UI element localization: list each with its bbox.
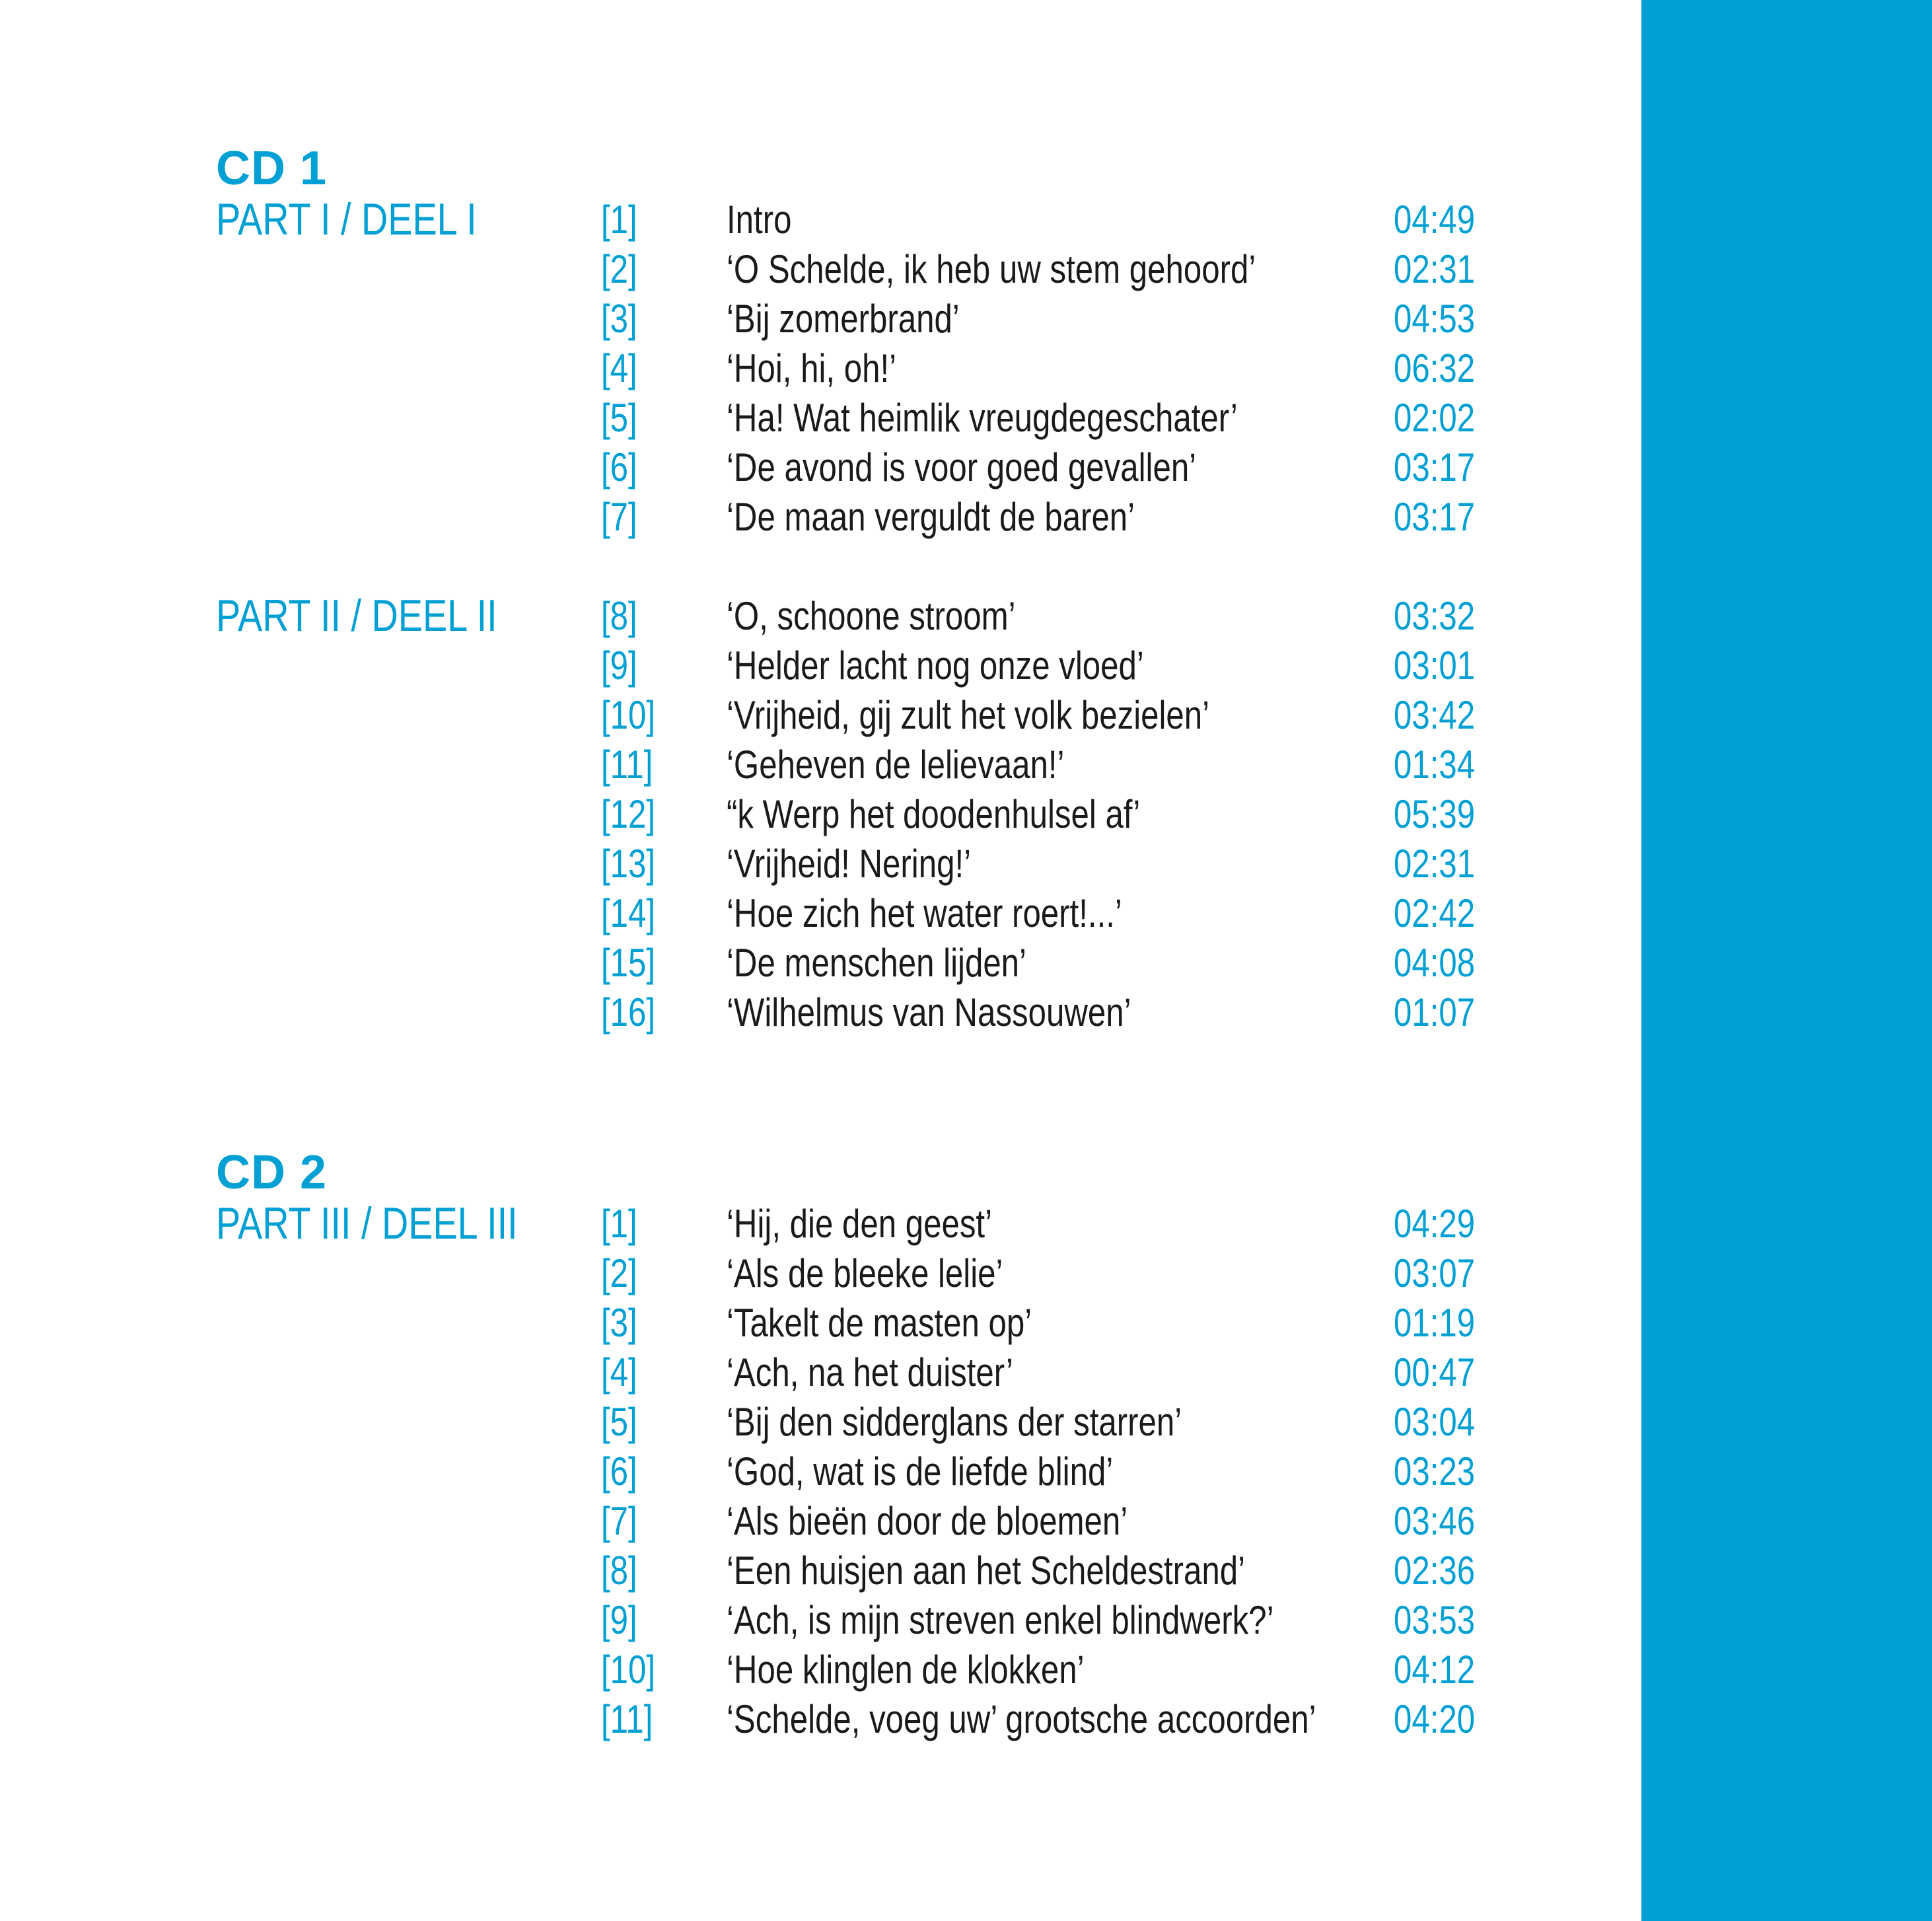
track-row	[601, 641, 1526, 690]
cd-1-section	[216, 142, 1537, 1037]
cd-title: CD 2	[216, 1146, 328, 1199]
track-row	[601, 1546, 1526, 1595]
track-row	[601, 1447, 1526, 1496]
track-row	[601, 294, 1526, 344]
track-duration: 03:17	[1394, 445, 1476, 489]
track-title: “k Werp het doodenhulsel af’	[727, 792, 1141, 836]
track-number: [16]	[601, 990, 656, 1034]
track-row	[601, 1694, 1526, 1744]
track-title: ‘Ha! Wat heimlik vreugdegeschater’	[727, 396, 1238, 440]
track-duration: 03:46	[1394, 1499, 1476, 1543]
track-number: [7]	[601, 495, 637, 539]
track-duration: 03:01	[1394, 643, 1476, 688]
track-title: ‘Een huisjen aan het Scheldestrand’	[727, 1548, 1246, 1593]
track-number: [4]	[601, 1350, 637, 1395]
track-row	[601, 344, 1526, 393]
tracklist	[216, 142, 1537, 1744]
track-row	[601, 1397, 1526, 1447]
track-list	[601, 195, 1526, 542]
part-2	[216, 591, 1537, 1037]
track-duration: 03:07	[1394, 1251, 1476, 1295]
track-row	[601, 839, 1526, 888]
track-duration: 02:36	[1394, 1548, 1476, 1593]
track-number: [5]	[601, 1400, 637, 1444]
track-duration: 01:07	[1394, 990, 1476, 1034]
part-label: PART III / DEEL III	[216, 1198, 518, 1249]
track-title: ‘Als bieën door de bloemen’	[727, 1499, 1128, 1543]
track-row	[601, 888, 1526, 938]
track-duration: 03:04	[1394, 1400, 1476, 1444]
track-number: [8]	[601, 594, 637, 638]
track-number: [12]	[601, 792, 656, 836]
track-duration: 03:32	[1394, 594, 1476, 638]
track-duration: 03:53	[1394, 1598, 1476, 1642]
track-row	[601, 393, 1526, 443]
track-number: [15]	[601, 941, 656, 985]
track-title: ‘Schelde, voeg uw’ grootsche accoorden’	[727, 1697, 1316, 1741]
track-row	[601, 1298, 1526, 1348]
track-number: [10]	[601, 693, 656, 737]
track-row	[601, 591, 1526, 641]
track-duration: 02:31	[1394, 842, 1476, 886]
track-number: [3]	[601, 297, 637, 341]
track-row	[601, 1496, 1526, 1546]
track-title: ‘De maan verguldt de baren’	[727, 495, 1135, 539]
track-row	[601, 1595, 1526, 1645]
track-title: ‘Als de bleeke lelie’	[727, 1251, 1003, 1295]
cd-title: CD 1	[216, 142, 328, 195]
track-number: [13]	[601, 842, 656, 886]
track-duration: 04:12	[1394, 1648, 1476, 1692]
track-list	[601, 1199, 1526, 1744]
track-title: ‘De menschen lijden’	[727, 941, 1026, 985]
track-number: [8]	[601, 1548, 637, 1593]
track-title: ‘Wilhelmus van Nassouwen’	[727, 990, 1131, 1034]
track-title: ‘Vrijheid, gij zult het volk bezielen’	[727, 693, 1210, 737]
track-number: [9]	[601, 643, 637, 688]
track-title: ‘Takelt de masten op’	[727, 1301, 1032, 1345]
track-number: [10]	[601, 1648, 656, 1692]
track-title: Intro	[727, 198, 792, 242]
track-number: [4]	[601, 346, 637, 390]
track-duration: 02:02	[1394, 396, 1476, 440]
track-title: ‘Ach, is mijn streven enkel blindwerk?’	[727, 1598, 1274, 1642]
track-title: ‘God, wat is de liefde blind’	[727, 1449, 1114, 1494]
track-duration: 04:49	[1394, 198, 1476, 242]
side-color-bar	[1641, 0, 1932, 1921]
track-row	[601, 1348, 1526, 1397]
track-duration: 04:53	[1394, 297, 1476, 341]
track-title: ‘Bij zomerbrand’	[727, 297, 960, 341]
track-duration: 04:20	[1394, 1697, 1476, 1741]
track-number: [9]	[601, 1598, 637, 1642]
track-number: [5]	[601, 396, 637, 440]
track-number: [2]	[601, 247, 637, 291]
track-title: ‘O, schoone stroom’	[727, 594, 1016, 638]
track-duration: 02:42	[1394, 891, 1476, 935]
track-duration: 01:19	[1394, 1301, 1476, 1345]
part-3	[216, 1199, 1537, 1744]
track-title: ‘Hoi, hi, oh!’	[727, 346, 897, 390]
track-title: ‘Bij den sidderglans der starren’	[727, 1400, 1182, 1444]
track-number: [6]	[601, 445, 637, 489]
track-number: [3]	[601, 1301, 637, 1345]
track-number: [1]	[601, 1202, 637, 1246]
track-duration: 05:39	[1394, 792, 1476, 836]
track-duration: 04:08	[1394, 941, 1476, 985]
track-row	[601, 244, 1526, 294]
part-label: PART I / DEEL I	[216, 194, 477, 244]
track-row	[601, 195, 1526, 244]
track-row	[601, 1249, 1526, 1298]
track-number: [11]	[601, 1697, 653, 1741]
track-row	[601, 740, 1526, 789]
track-title: ‘Geheven de lelievaan!’	[727, 743, 1065, 787]
track-title: ‘Vrijheid! Nering!’	[727, 842, 972, 886]
track-duration: 03:17	[1394, 495, 1476, 539]
track-duration: 03:23	[1394, 1449, 1476, 1494]
part-label: PART II / DEEL II	[216, 591, 497, 641]
track-title: ‘Hij, die den geest’	[727, 1202, 993, 1246]
track-number: [14]	[601, 891, 656, 935]
track-duration: 03:42	[1394, 693, 1476, 737]
track-row	[601, 1645, 1526, 1694]
track-duration: 00:47	[1394, 1350, 1476, 1395]
track-title: ‘Hoe klinglen de klokken’	[727, 1648, 1085, 1692]
track-title: ‘Ach, na het duister’	[727, 1350, 1013, 1395]
track-title: ‘Hoe zich het water roert!...’	[727, 891, 1122, 935]
track-duration: 02:31	[1394, 247, 1476, 291]
track-row	[601, 492, 1526, 542]
track-title: ‘De avond is voor goed gevallen’	[727, 445, 1197, 489]
track-title: ‘O Schelde, ik heb uw stem gehoord’	[727, 247, 1256, 291]
track-list	[601, 591, 1526, 1037]
track-row	[601, 988, 1526, 1037]
track-row	[601, 690, 1526, 740]
track-title: ‘Helder lacht nog onze vloed’	[727, 643, 1144, 688]
track-number: [7]	[601, 1499, 637, 1543]
track-row	[601, 443, 1526, 492]
track-number: [6]	[601, 1449, 637, 1494]
track-number: [1]	[601, 198, 637, 242]
track-duration: 04:29	[1394, 1202, 1476, 1246]
cd-2-section	[216, 1146, 1537, 1744]
track-number: [2]	[601, 1251, 637, 1295]
track-number: [11]	[601, 743, 653, 787]
track-duration: 06:32	[1394, 346, 1476, 390]
track-row	[601, 938, 1526, 988]
part-1	[216, 195, 1537, 542]
track-duration: 01:34	[1394, 743, 1476, 787]
track-row	[601, 1199, 1526, 1249]
track-row	[601, 789, 1526, 839]
